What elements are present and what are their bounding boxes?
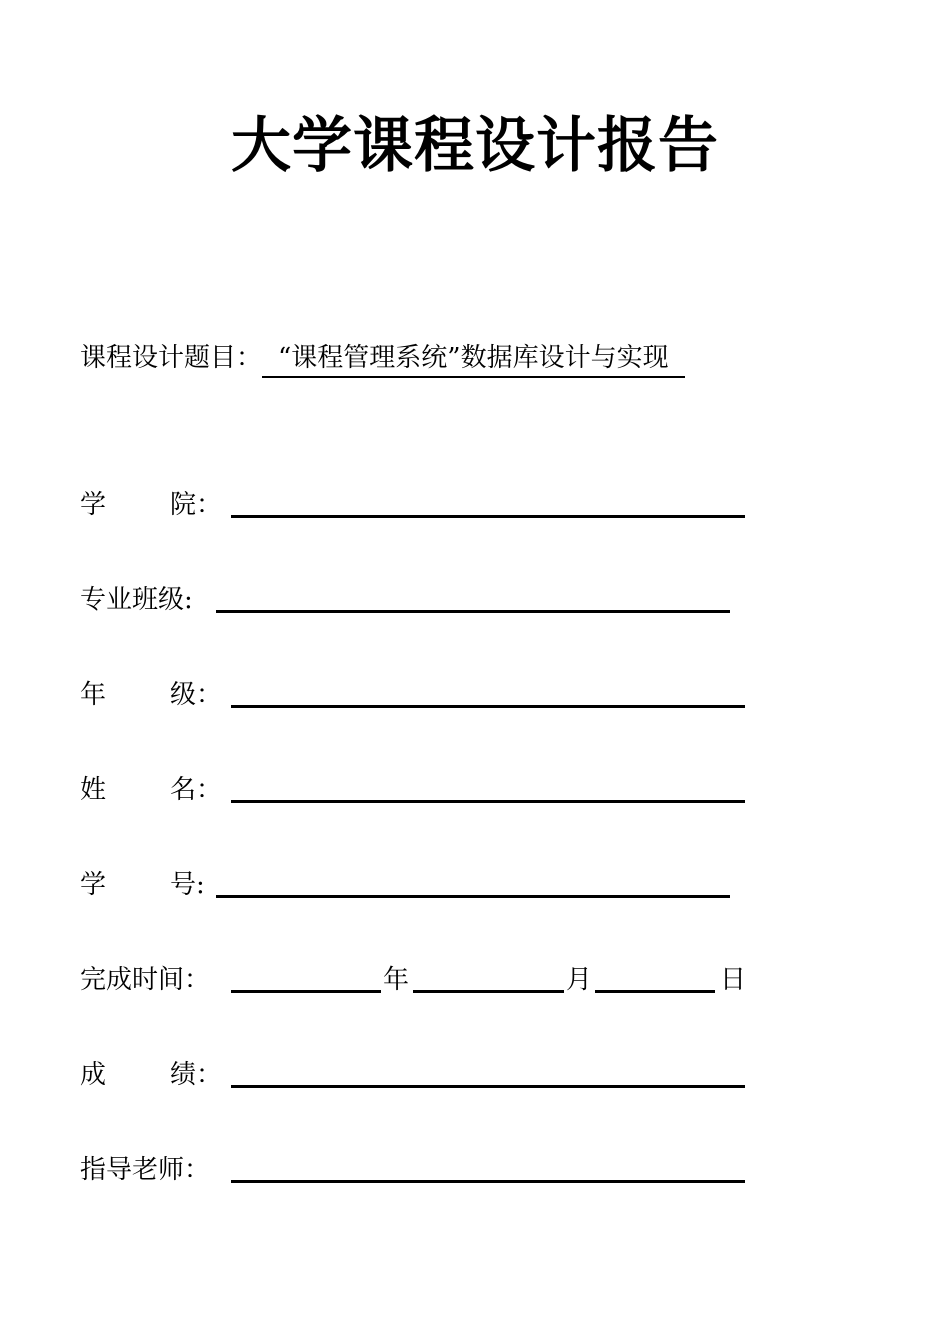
completion-month-blank-line[interactable] [413, 990, 564, 993]
topic-value: “课程管理系统”数据库设计与实现 [262, 342, 685, 378]
student-id-label-char1: 学 [80, 870, 107, 900]
score-label-char2: 绩： [170, 1060, 223, 1090]
student-id-blank-line[interactable] [216, 895, 730, 898]
advisor-label: 指导老师： [80, 1155, 211, 1185]
score-row [80, 1058, 760, 1098]
student-id-label-char2: 号: [170, 870, 205, 900]
college-row [80, 488, 760, 528]
grade-label-char1: 年 [80, 680, 107, 710]
major-class-row [80, 583, 760, 623]
name-label-char1: 姓 [80, 775, 107, 805]
major-class-blank-line[interactable] [216, 610, 730, 613]
topic-row [80, 341, 685, 378]
topic-label: 课程设计题目： [80, 343, 263, 373]
completion-month-unit: 月 [566, 965, 593, 995]
student-id-row [80, 868, 760, 908]
score-label-char1: 成 [80, 1060, 107, 1090]
college-label-char1: 学 [80, 490, 107, 520]
completion-day-blank-line[interactable] [595, 990, 715, 993]
completion-year-unit: 年 [383, 965, 410, 995]
score-blank-line[interactable] [231, 1085, 745, 1088]
completion-day-unit: 日 [720, 965, 747, 995]
grade-blank-line[interactable] [231, 705, 745, 708]
advisor-blank-line[interactable] [231, 1180, 745, 1183]
major-class-label: 专业班级: [80, 585, 193, 615]
completion-year-blank-line[interactable] [231, 990, 381, 993]
completion-time-label: 完成时间： [80, 965, 211, 995]
name-label-char2: 名： [170, 775, 223, 805]
name-blank-line[interactable] [231, 800, 745, 803]
grade-row [80, 678, 760, 718]
page-title: 大学课程设计报告 [231, 111, 719, 181]
college-label-char2: 院： [170, 490, 223, 520]
grade-label-char2: 级： [170, 680, 223, 710]
name-row [80, 773, 760, 813]
advisor-row [80, 1153, 760, 1193]
college-blank-line[interactable] [231, 515, 745, 518]
completion-time-row [80, 963, 760, 1003]
